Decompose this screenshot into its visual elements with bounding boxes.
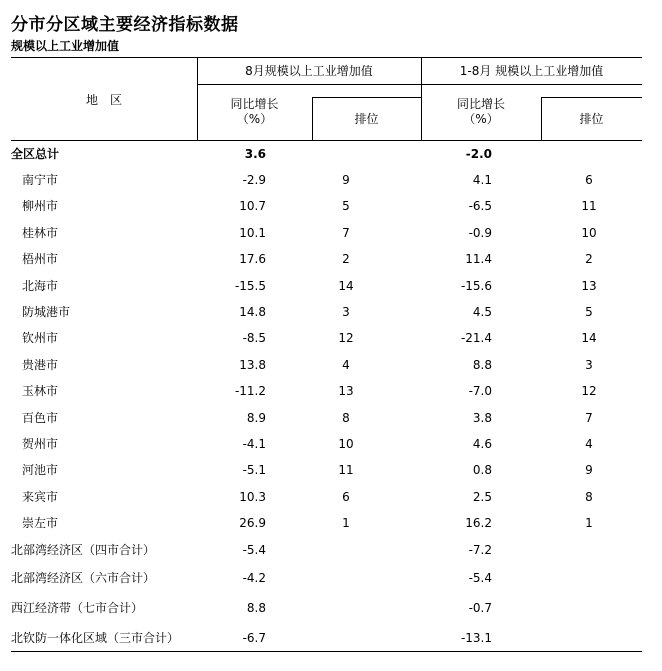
row-name: 桂林市 bbox=[22, 225, 59, 240]
row-ytd-growth: -21.4 bbox=[460, 331, 492, 346]
row-ytd-rank: 12 bbox=[581, 384, 597, 399]
row-month-rank: 9 bbox=[342, 173, 350, 187]
row-month-rank: 3 bbox=[342, 305, 350, 319]
header-top-border bbox=[11, 57, 642, 58]
header-unit-ytd: （%） bbox=[463, 112, 499, 126]
table-bottom-border bbox=[11, 651, 642, 652]
row-name: 北钦防一体化区域（三市合计） bbox=[11, 631, 180, 645]
row-name: 钦州市 bbox=[22, 331, 59, 346]
row-name: 崇左市 bbox=[22, 516, 59, 531]
row-ytd-rank: 14 bbox=[581, 331, 597, 346]
row-ytd-growth: 4.1 bbox=[472, 173, 492, 187]
row-month-rank: 1 bbox=[342, 516, 350, 531]
row-ytd-growth: -5.4 bbox=[468, 571, 492, 585]
row-month-rank: 5 bbox=[342, 199, 350, 214]
row-month-growth: 8.8 bbox=[246, 601, 266, 615]
group-header-divider bbox=[197, 84, 642, 85]
header-growth-month: 同比增长 bbox=[230, 97, 279, 111]
row-name: 河池市 bbox=[22, 463, 59, 478]
row-ytd-growth: 4.5 bbox=[472, 305, 492, 319]
header-bottom-border bbox=[11, 140, 642, 141]
row-ytd-growth: -0.7 bbox=[468, 601, 492, 615]
header-rank-ytd: 排位 bbox=[579, 112, 604, 126]
row-month-growth: -4.2 bbox=[242, 571, 266, 585]
row-ytd-growth: 0.8 bbox=[472, 463, 492, 478]
row-month-growth: -5.4 bbox=[242, 543, 266, 557]
row-name: 北部湾经济区（六市合计） bbox=[11, 571, 156, 585]
row-name: 梧州市 bbox=[22, 252, 59, 267]
row-ytd-rank: 9 bbox=[585, 463, 593, 478]
row-month-growth: 10.1 bbox=[239, 225, 266, 240]
row-ytd-growth: -7.0 bbox=[468, 384, 492, 399]
row-ytd-rank: 7 bbox=[585, 410, 593, 425]
row-ytd-rank: 11 bbox=[581, 199, 597, 214]
row-ytd-rank: 13 bbox=[581, 278, 597, 293]
row-ytd-rank: 4 bbox=[585, 437, 593, 451]
row-ytd-growth: -15.6 bbox=[460, 278, 492, 293]
row-ytd-growth: 11.4 bbox=[465, 252, 492, 267]
row-month-growth: 10.3 bbox=[239, 489, 266, 504]
row-ytd-rank: 5 bbox=[585, 305, 593, 319]
header-growth-ytd: 同比增长 bbox=[456, 97, 505, 111]
row-name: 柳州市 bbox=[22, 199, 59, 214]
row-name: 贵港市 bbox=[22, 357, 59, 372]
row-month-rank: 6 bbox=[342, 489, 350, 504]
row-ytd-growth: -2.0 bbox=[465, 147, 492, 161]
row-month-growth: 10.7 bbox=[239, 199, 266, 214]
row-name: 西江经济带（七市合计） bbox=[11, 601, 144, 615]
row-name: 百色市 bbox=[22, 410, 59, 425]
row-month-rank: 14 bbox=[338, 278, 354, 293]
row-ytd-rank: 2 bbox=[585, 252, 593, 267]
row-ytd-growth: -0.9 bbox=[468, 225, 492, 240]
row-month-growth: -15.5 bbox=[234, 278, 266, 293]
row-month-growth: 3.6 bbox=[244, 147, 266, 161]
row-name: 北部湾经济区（四市合计） bbox=[11, 543, 156, 557]
row-month-rank: 2 bbox=[342, 252, 350, 267]
row-month-rank: 4 bbox=[342, 357, 350, 372]
row-ytd-growth: 8.8 bbox=[472, 357, 492, 372]
row-month-growth: 14.8 bbox=[239, 305, 266, 319]
header-unit-month: （%） bbox=[236, 112, 273, 126]
row-name: 来宾市 bbox=[22, 489, 59, 504]
row-month-growth: 26.9 bbox=[239, 516, 266, 531]
row-month-growth: -5.1 bbox=[242, 463, 266, 478]
row-month-rank: 12 bbox=[338, 331, 354, 346]
row-month-rank: 13 bbox=[338, 384, 354, 399]
row-ytd-rank: 6 bbox=[585, 173, 593, 187]
header-group-month: 8月规模以上工业增加值 bbox=[245, 64, 373, 78]
row-ytd-growth: 3.8 bbox=[472, 410, 492, 425]
row-ytd-growth: 16.2 bbox=[465, 516, 492, 531]
row-month-rank: 7 bbox=[342, 225, 350, 240]
row-month-growth: -2.9 bbox=[242, 173, 266, 187]
row-ytd-rank: 3 bbox=[585, 357, 593, 372]
row-name: 南宁市 bbox=[22, 173, 59, 187]
row-ytd-rank: 8 bbox=[585, 489, 593, 504]
row-month-growth: -8.5 bbox=[242, 331, 266, 346]
rank-header-divider-1 bbox=[312, 97, 421, 98]
row-ytd-growth: 2.5 bbox=[472, 489, 492, 504]
row-ytd-growth: -6.5 bbox=[468, 199, 492, 214]
row-name: 防城港市 bbox=[22, 305, 71, 319]
row-ytd-growth: 4.6 bbox=[472, 437, 492, 451]
page-title: 分市分区域主要经济指标数据 bbox=[11, 15, 239, 35]
table-subtitle: 规模以上工业增加值 bbox=[11, 39, 120, 53]
row-ytd-growth: -13.1 bbox=[460, 631, 492, 645]
row-ytd-growth: -7.2 bbox=[468, 543, 492, 557]
header-rank-month: 排位 bbox=[354, 112, 379, 126]
row-ytd-rank: 1 bbox=[585, 516, 593, 531]
row-name: 玉林市 bbox=[22, 384, 59, 399]
header-region: 地 区 bbox=[85, 93, 122, 107]
row-month-growth: -11.2 bbox=[234, 384, 266, 399]
header-group-ytd: 1-8月 规模以上工业增加值 bbox=[459, 64, 604, 78]
row-month-growth: -6.7 bbox=[242, 631, 266, 645]
row-month-growth: 17.6 bbox=[239, 252, 266, 267]
row-ytd-rank: 10 bbox=[581, 225, 597, 240]
row-name: 全区总计 bbox=[11, 147, 60, 161]
rank-header-divider-2 bbox=[541, 97, 642, 98]
row-month-rank: 10 bbox=[338, 437, 354, 451]
row-month-rank: 11 bbox=[338, 463, 354, 478]
row-month-growth: -4.1 bbox=[242, 437, 266, 451]
row-name: 北海市 bbox=[22, 278, 59, 293]
row-name: 贺州市 bbox=[22, 437, 59, 451]
row-month-growth: 13.8 bbox=[239, 357, 266, 372]
row-month-growth: 8.9 bbox=[246, 410, 266, 425]
row-month-rank: 8 bbox=[342, 410, 350, 425]
